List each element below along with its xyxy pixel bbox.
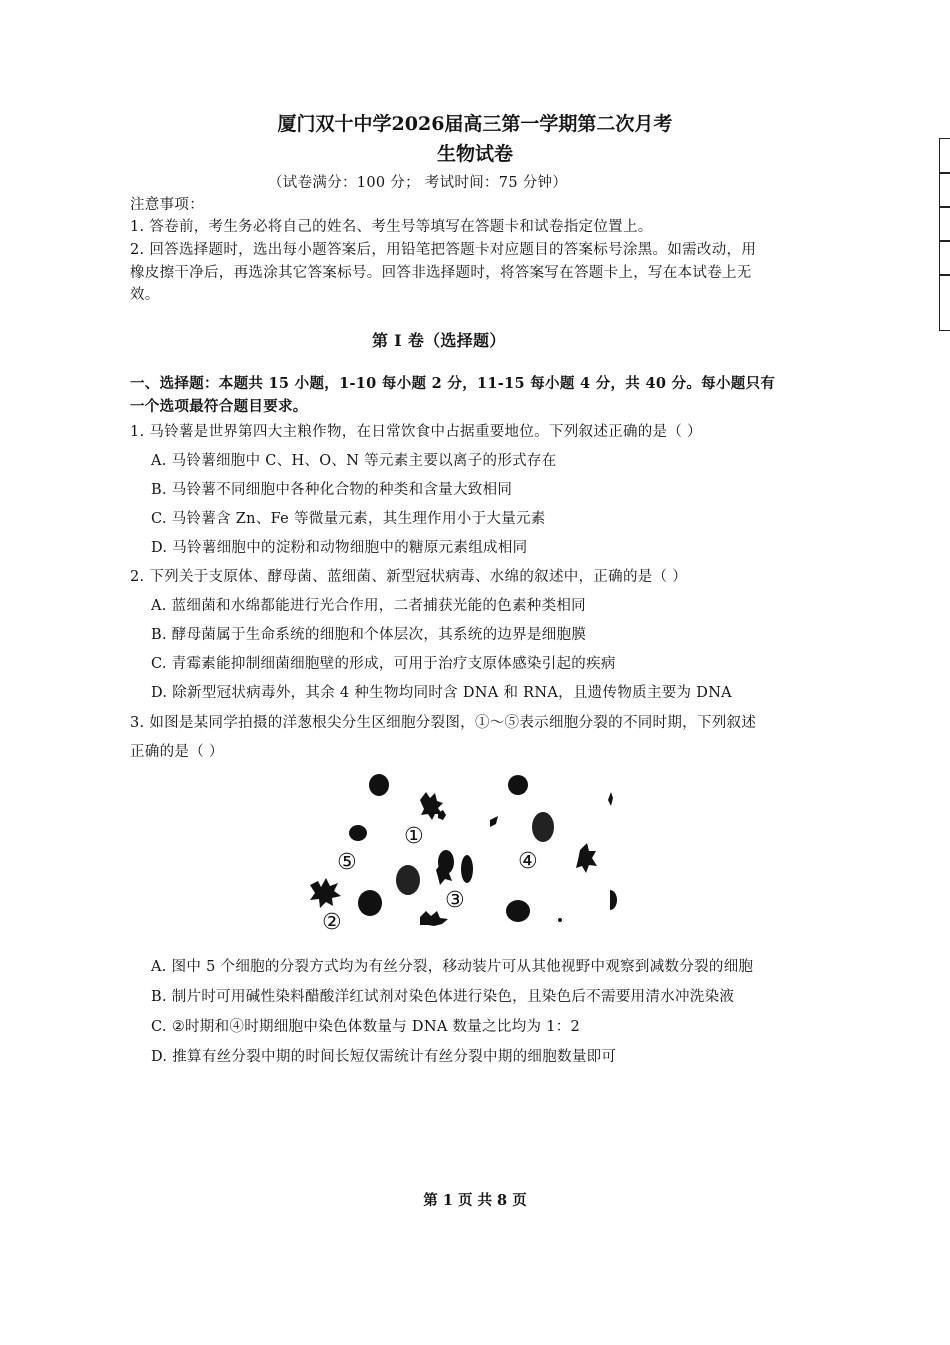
margin-box-5 <box>939 274 950 331</box>
q1-option-d: D. 马铃薯细胞中的淀粉和动物细胞中的糖原元素组成相同 <box>151 540 528 556</box>
q3-option-d: D. 推算有丝分裂中期的时间长短仅需统计有丝分裂中期的细胞数量即可 <box>151 1049 617 1065</box>
question-1-stem: 1. 马铃薯是世界第四大主粮作物，在日常饮食中占据重要地位。下列叙述正确的是（ ） <box>130 424 702 440</box>
page-number: 第 1 页 共 8 页 <box>423 1192 527 1209</box>
q1-option-b: B. 马铃薯不同细胞中各种化合物的种类和含量大致相同 <box>151 482 513 498</box>
figure-label-5: ⑤ <box>337 850 357 875</box>
notice-line: 2. 回答选择题时，选出每小题答案后，用铅笔把答题卡对应题目的答案标号涂黑。如需改动，用 <box>130 242 757 258</box>
figure-label-2: ② <box>322 910 342 935</box>
q3-option-b: B. 制片时可用碱性染料醋酸洋红试剂对染色体进行染色，且染色后不需要用清水冲洗染液 <box>151 989 735 1005</box>
notice-line: 效。 <box>130 287 160 303</box>
figure-label-3: ③ <box>445 888 465 913</box>
margin-box-3 <box>939 206 950 242</box>
question-3-stem: 3. 如图是某同学拍摄的洋葱根尖分生区细胞分裂图，①～⑤表示细胞分裂的不同时期，下列叙述 <box>130 715 757 731</box>
q2-option-b: B. 酵母菌属于生命系统的细胞和个体层次，其系统的边界是细胞膜 <box>151 627 587 643</box>
question-2-stem: 2. 下列关于支原体、酵母菌、蓝细菌、新型冠状病毒、水绵的叙述中，正确的是（ ） <box>130 569 688 585</box>
q2-option-c: C. 青霉素能抑制细菌细胞壁的形成，可用于治疗支原体感染引起的疾病 <box>151 656 616 672</box>
margin-box-4 <box>939 240 950 276</box>
q3-option-c: C. ②时期和④时期细胞中染色体数量与 DNA 数量之比均为 1：2 <box>151 1019 581 1035</box>
q2-option-a: A. 蓝细菌和水绵都能进行光合作用，二者捕获光能的色素种类相同 <box>151 598 586 614</box>
section-instruction: 一个选项最符合题目要求。 <box>130 398 308 415</box>
exam-title: 厦门双十中学2026届高三第一学期第二次月考 <box>277 113 673 135</box>
notice-line: 1. 答卷前，考生务必将自己的姓名、考生号等填写在答题卡和试卷指定位置上。 <box>130 219 653 235</box>
onion-root-tip-micrograph <box>290 765 620 940</box>
figure-label-1: ① <box>404 824 424 849</box>
margin-box-2 <box>939 172 950 208</box>
notice-heading: 注意事项： <box>130 197 204 213</box>
section-title: 第 I 卷（选择题） <box>372 331 506 350</box>
exam-subject: 生物试卷 <box>436 143 513 165</box>
question-3-stem: 正确的是（ ） <box>130 744 224 760</box>
exam-info: （试卷满分：100 分； 考试时间：75 分钟） <box>268 175 568 191</box>
q3-option-a: A. 图中 5 个细胞的分裂方式均为有丝分裂，移动装片可从其他视野中观察到减数分裂的细胞 <box>151 959 754 975</box>
q1-option-a: A. 马铃薯细胞中 C、H、O、N 等元素主要以离子的形式存在 <box>151 453 557 469</box>
figure-label-4: ④ <box>518 849 538 874</box>
section-instruction: 一、选择题：本题共 15 小题，1-10 每小题 2 分，11-15 每小题 4 分，共 40 分。每小题只有 <box>130 375 776 392</box>
notice-line: 橡皮擦干净后，再选涂其它答案标号。回答非选择题时，将答案写在答题卡上，写在本试卷上无 <box>130 265 752 281</box>
q1-option-c: C. 马铃薯含 Zn、Fe 等微量元素，其生理作用小于大量元素 <box>151 511 546 527</box>
q2-option-d: D. 除新型冠状病毒外，其余 4 种生物均同时含 DNA 和 RNA，且遗传物质主要为 DNA <box>151 685 732 701</box>
